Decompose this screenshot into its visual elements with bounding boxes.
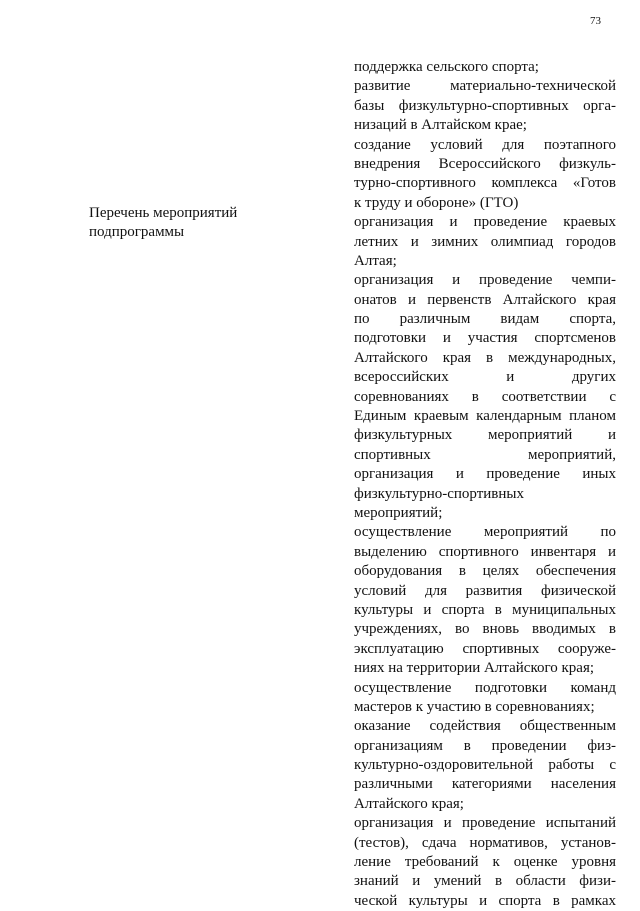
- measures-text-line: (тестов), сдача нормативов, установ-: [354, 834, 616, 851]
- measures-text-line: Алтайского края;: [354, 795, 464, 812]
- measures-text-line: ческой культуры и спорта в рамках: [354, 892, 616, 909]
- page-number: 73: [590, 15, 601, 27]
- measures-text-line: знаний и умений в области физи-: [354, 873, 616, 890]
- measures-text-line: всероссийских и других: [354, 369, 616, 386]
- measures-text-line: мастеров к участию в соревнованиях;: [354, 698, 595, 715]
- measures-text-line: организация и проведение краевых: [354, 214, 616, 231]
- row-label-line: подпрограммы: [89, 224, 185, 240]
- measures-text-line: организациям в проведении физ-: [354, 737, 616, 754]
- measures-text-line: физкультурно-спортивных: [354, 485, 524, 502]
- measures-text-line: выделению спортивного инвентаря и: [354, 543, 616, 560]
- measures-text-line: культурно-оздоровительной работы с: [354, 757, 616, 774]
- measures-text-line: к труду и обороне» (ГТО): [354, 194, 519, 211]
- measures-text-line: организация и проведение испытаний: [354, 815, 616, 832]
- measures-text-line: Алтая;: [354, 252, 397, 269]
- measures-text-column: [354, 58, 616, 911]
- row-label-measures-list: [89, 204, 309, 242]
- measures-text-line: мероприятий;: [354, 504, 443, 521]
- measures-text-line: организация и проведение чемпи-: [354, 272, 616, 289]
- measures-text-line: оказание содействия общественным: [354, 718, 616, 735]
- measures-text-line: онатов и первенств Алтайского края: [354, 291, 616, 308]
- measures-text-line: поддержка сельского спорта;: [354, 59, 539, 75]
- measures-text-line: развитие материально-технической: [354, 78, 616, 95]
- measures-text-line: Единым краевым календарным планом: [354, 408, 616, 425]
- measures-text-line: различными категориями населения: [354, 776, 616, 793]
- measures-text-line: внедрения Всероссийского физкуль-: [354, 155, 616, 172]
- measures-text-line: соревнованиях в соответствии с: [354, 388, 616, 405]
- row-label-line: Перечень мероприятий: [89, 205, 238, 221]
- measures-text-line: ление требований к оценке уровня: [354, 854, 616, 871]
- measures-text-line: учреждениях, во вновь вводимых в: [354, 621, 616, 638]
- measures-text-line: оборудования в целях обеспечения: [354, 563, 616, 580]
- measures-text-line: условий для развития физической: [354, 582, 616, 599]
- measures-text-line: низаций в Алтайском крае;: [354, 117, 527, 134]
- measures-text-line: осуществление подготовки команд: [354, 679, 616, 696]
- measures-text-line: турно-спортивного комплекса «Готов: [354, 175, 616, 192]
- measures-text-line: по различным видам спорта,: [354, 311, 616, 328]
- measures-text-line: осуществление мероприятий по: [354, 524, 616, 541]
- measures-text-line: физкультурных мероприятий и: [354, 427, 616, 444]
- measures-text-line: летних и зимних олимпиад городов: [354, 233, 616, 250]
- measures-text-line: базы физкультурно-спортивных орга-: [354, 97, 616, 114]
- measures-text-line: эксплуатацию спортивных сооруже-: [354, 640, 616, 657]
- measures-text-line: ниях на территории Алтайского края;: [354, 660, 595, 677]
- measures-text-line: создание условий для поэтапного: [354, 136, 616, 153]
- measures-text-line: спортивных мероприятий,: [354, 446, 616, 463]
- measures-text-line: культуры и спорта в муниципальных: [354, 601, 616, 618]
- measures-text-line: подготовки и участия спортсменов: [354, 330, 616, 347]
- measures-text-line: Алтайского края в международных,: [354, 349, 616, 366]
- measures-text-line: организация и проведение иных: [354, 466, 616, 483]
